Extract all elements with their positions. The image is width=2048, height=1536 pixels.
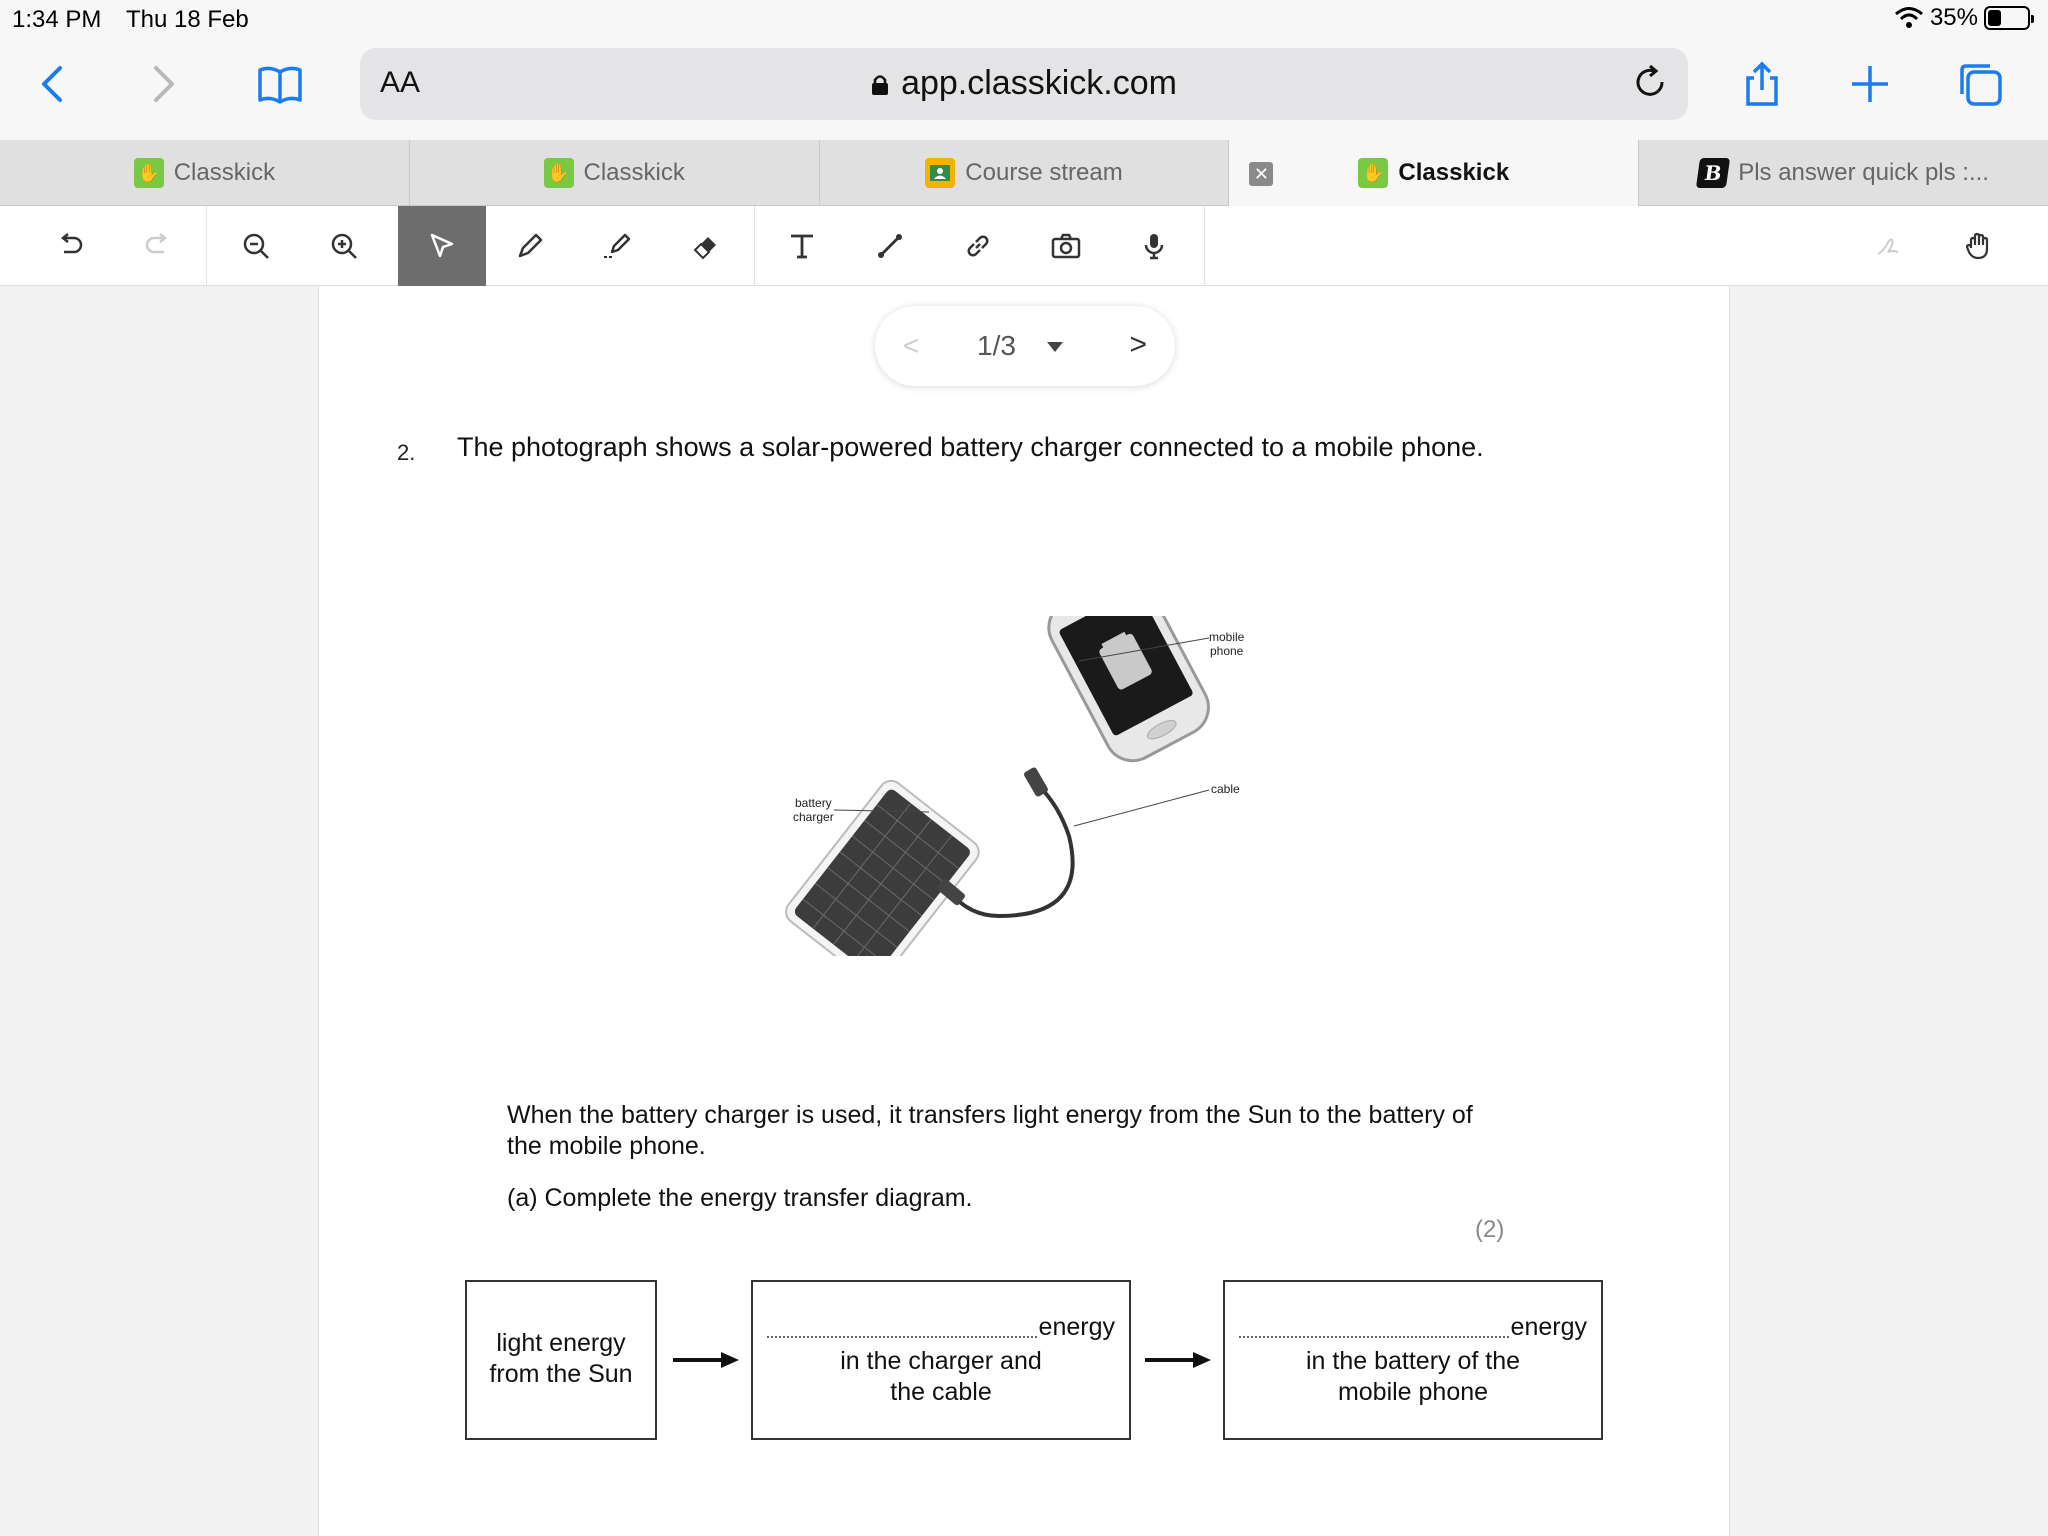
zoom-out-button[interactable] <box>212 206 300 286</box>
tab-label: Course stream <box>965 159 1123 186</box>
charger-label: battery charger <box>793 796 834 824</box>
tab-brainly[interactable] <box>1639 140 2048 206</box>
tab-label: Pls answer quick pls :... <box>1738 159 1989 186</box>
classkick-icon: ✋ <box>544 158 574 188</box>
part-a-instruction: (a) Complete the energy transfer diagram. <box>507 1184 973 1212</box>
link-tool-button[interactable] <box>934 206 1022 286</box>
diagram-box-battery-energy[interactable] <box>1223 1280 1603 1440</box>
arrow-right-icon <box>1143 1350 1213 1370</box>
undo-icon <box>54 230 86 262</box>
highlighter-tool-button[interactable] <box>574 206 662 286</box>
classkick-icon: ✋ <box>1358 158 1388 188</box>
camera-icon <box>1050 230 1082 262</box>
toolbar-divider <box>754 206 755 286</box>
microphone-icon <box>1138 230 1170 262</box>
diagram-box-light-energy: light energy from the Sun <box>465 1280 657 1440</box>
brainly-icon: B <box>1696 158 1730 188</box>
status-time: 1:34 PM <box>12 6 102 33</box>
energy-label: energy <box>1510 1313 1587 1341</box>
tab-overview-button[interactable] <box>1950 54 2010 114</box>
back-button[interactable] <box>24 54 84 114</box>
status-bar <box>0 0 2048 40</box>
charger-photo <box>739 616 1259 956</box>
toolbar-divider <box>206 206 207 286</box>
classkick-toolbar <box>0 206 2048 286</box>
page-navigator <box>875 306 1175 386</box>
caret-down-icon[interactable] <box>1047 342 1063 352</box>
page-indicator[interactable]: 1/3 <box>977 330 1016 361</box>
battery-fill <box>1988 10 2001 26</box>
pen-tool-button[interactable] <box>486 206 574 286</box>
google-classroom-icon <box>925 158 955 188</box>
answer-blank[interactable] <box>767 1336 1037 1338</box>
next-page-button[interactable]: > <box>1129 328 1147 361</box>
solar-charger-illustration <box>739 616 1259 956</box>
text-icon <box>786 230 818 262</box>
tab-classkick-2[interactable] <box>410 140 820 206</box>
phone-label: mobile phone <box>1209 630 1245 658</box>
camera-tool-button[interactable] <box>1022 206 1110 286</box>
tab-bar <box>0 140 2048 206</box>
pen-icon <box>514 230 546 262</box>
tab-classkick-1[interactable] <box>0 140 410 206</box>
tab-label: Classkick <box>173 159 276 186</box>
answer-blank[interactable] <box>1239 1336 1509 1338</box>
battery-icon <box>1984 6 2030 30</box>
tabs-icon <box>1956 60 2004 108</box>
energy-label: energy <box>1038 1313 1115 1341</box>
book-icon <box>256 60 304 108</box>
share-icon <box>1738 60 1786 108</box>
new-tab-button[interactable] <box>1840 54 1900 114</box>
link-icon <box>962 230 994 262</box>
redo-icon <box>142 230 174 262</box>
stylus-mode-button[interactable] <box>1844 206 1932 286</box>
zoom-out-icon <box>240 230 272 262</box>
tab-label: Classkick <box>583 159 685 186</box>
eraser-icon <box>690 230 722 262</box>
browser-toolbar <box>0 40 2048 140</box>
question-text: The photograph shows a solar-powered battery charger connected to a mobile phone. <box>457 432 1484 462</box>
signature-icon <box>1872 230 1904 262</box>
undo-button[interactable] <box>26 206 114 286</box>
question-paragraph: When the battery charger is used, it transfers light energy from the Sun to the battery of the mobile phone. <box>507 1101 1473 1160</box>
url-text: app.classkick.com <box>901 64 1177 102</box>
tab-label: Classkick <box>1398 159 1510 186</box>
previous-page-button[interactable]: < <box>903 330 920 361</box>
toolbar-divider <box>1204 206 1205 286</box>
select-tool-button[interactable] <box>398 206 486 286</box>
reload-icon[interactable] <box>1630 62 1670 102</box>
address-bar[interactable] <box>360 48 1688 120</box>
wifi-icon <box>1894 6 1924 30</box>
pointer-icon <box>426 230 458 262</box>
status-date: Thu 18 Feb <box>126 6 249 33</box>
line-tool-button[interactable] <box>846 206 934 286</box>
question-number: 2. <box>397 440 416 465</box>
lock-icon <box>871 74 889 96</box>
box-description: in the charger and the cable <box>840 1347 1042 1406</box>
eraser-tool-button[interactable] <box>662 206 750 286</box>
chevron-left-icon <box>30 60 78 108</box>
classkick-icon: ✋ <box>134 158 164 188</box>
bookmarks-button[interactable] <box>250 54 310 114</box>
line-icon <box>874 230 906 262</box>
tab-classkick-active[interactable] <box>1229 140 1639 206</box>
hand-icon <box>1962 230 1994 262</box>
share-button[interactable] <box>1732 54 1792 114</box>
close-tab-icon[interactable]: ✕ <box>1249 162 1273 186</box>
reader-options-button[interactable]: AA <box>380 66 421 99</box>
redo-button[interactable] <box>114 206 202 286</box>
box-description: in the battery of the mobile phone <box>1305 1347 1521 1406</box>
highlighter-icon <box>602 230 634 262</box>
plus-icon <box>1846 60 1894 108</box>
marks-indicator: (2) <box>1475 1216 1505 1243</box>
zoom-in-icon <box>328 230 360 262</box>
tab-course-stream[interactable] <box>820 140 1230 206</box>
battery-percent: 35% <box>1929 4 1978 31</box>
worksheet-page[interactable] <box>318 286 1730 1536</box>
pan-tool-button[interactable] <box>1934 206 2022 286</box>
diagram-box-charger-energy[interactable] <box>751 1280 1131 1440</box>
arrow-right-icon <box>671 1350 741 1370</box>
chevron-right-icon <box>138 60 186 108</box>
microphone-tool-button[interactable] <box>1110 206 1198 286</box>
text-tool-button[interactable] <box>758 206 846 286</box>
forward-button[interactable] <box>132 54 192 114</box>
zoom-in-button[interactable] <box>300 206 388 286</box>
cable-label: cable <box>1211 782 1240 796</box>
